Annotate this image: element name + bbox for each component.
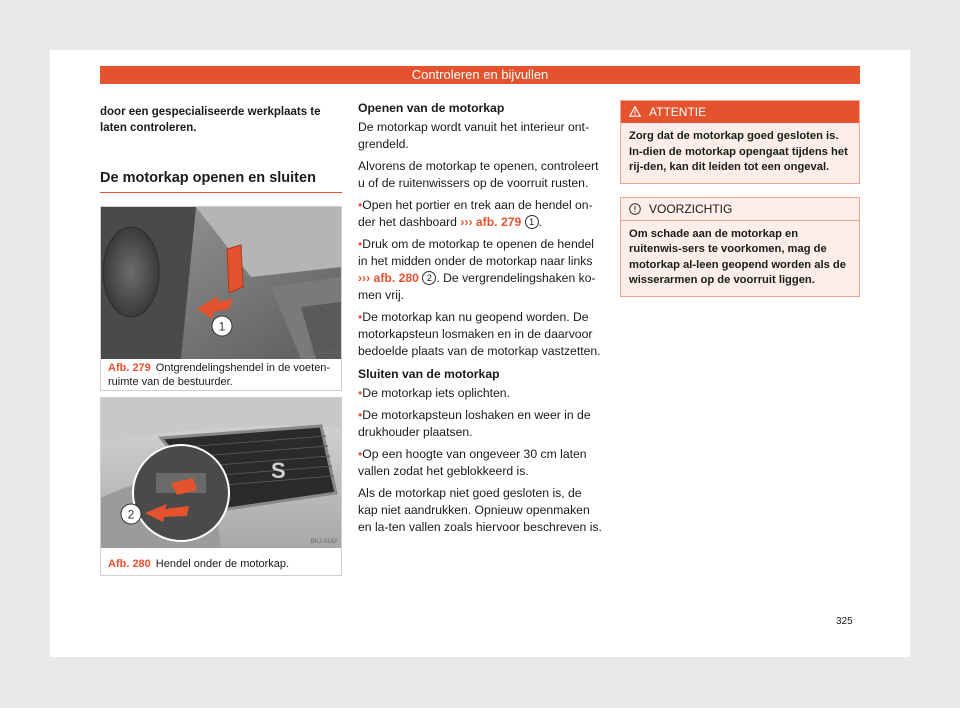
callout-ref: 1	[525, 215, 539, 229]
open-hood-title: Openen van de motorkap	[358, 101, 505, 115]
hood-latch-photo	[101, 398, 341, 548]
figure-caption	[108, 362, 336, 389]
list-item: • De motorkap iets oplichten.	[358, 385, 602, 402]
intro-text: door een gespecialiseerde werkplaats te laten controleren.	[100, 106, 321, 134]
section-title: De motorkap openen en sluiten	[100, 170, 342, 193]
list-item: • Op een hoogte van ongeveer 30 cm laten vallen zodat het geblokkeerd is.	[358, 446, 602, 480]
list-item: • Druk om de motorkap te openen de hendel in het midden onder de motorkap naar links ››› afb. 280 2 . De vergrendelingshaken ko-men vrij.	[358, 236, 602, 304]
list-item: • De motorkap kan nu geopend worden. De motorkapsteun losmaken en in de daarvoor bedoelde plaats van de motorkap vastzetten.	[358, 309, 602, 360]
attention-text: Zorg dat de motorkap goed gesloten is. In-dien de motorkap opengaat tijdens het rij-den, kan dit leiden tot een ongeval.	[629, 130, 848, 173]
figure-279	[100, 206, 342, 391]
callout-ref: 2	[422, 271, 436, 285]
list-item: • Open het portier en trek aan de hendel on-der het dashboard ››› afb. 279 1 .	[358, 197, 602, 231]
attention-header	[621, 101, 859, 123]
figure-280	[100, 397, 342, 576]
caution-header	[621, 198, 859, 221]
figure-label: Afb. 279	[108, 362, 151, 374]
figure-caption-text: Hendel onder de motorkap.	[155, 558, 290, 570]
warning-triangle-icon	[629, 106, 641, 117]
figure-caption-text: Ontgrendelingshendel in de voeten-ruimte van de bestuurder.	[108, 362, 331, 388]
figure-caption	[108, 558, 336, 572]
svg-text:S: S	[271, 458, 286, 483]
attention-box	[620, 100, 860, 184]
paragraph: Als de motorkap niet goed gesloten is, de kap niet aandrukken. Opnieuw openmaken en la-ten vallen zoals hiervoor beschreven is.	[358, 486, 602, 534]
caution-text: Om schade aan de motorkap en ruitenwis-sers te voorkomen, mag de motorkap al-leen geopend worden als de wisserarmen op de voorruit liggen.	[629, 227, 846, 286]
release-lever-photo	[101, 207, 341, 359]
figure-code: BKJ-0162	[310, 539, 337, 545]
callout-2: 2	[127, 507, 135, 522]
figure-code: BKJ-0163	[310, 350, 337, 356]
info-circle-icon	[629, 203, 641, 215]
list-item: • De motorkapsteun loshaken en weer in de drukhouder plaatsen.	[358, 407, 602, 441]
figure-link[interactable]: ››› afb. 279	[460, 215, 522, 229]
callout-1: 1	[218, 319, 226, 334]
figure-label: Afb. 280	[108, 558, 151, 570]
paragraph: Alvorens de motorkap te openen, controleert u of de ruitenwissers op de voorruit rusten.	[358, 159, 599, 190]
page-number: 325	[836, 616, 853, 627]
left-column	[100, 104, 342, 391]
figure-link[interactable]: ››› afb. 280	[358, 271, 419, 285]
attention-title: ATTENTIE	[649, 105, 707, 119]
caution-box	[620, 197, 860, 297]
paragraph: De motorkap wordt vanuit het interieur ont-grendeld.	[358, 120, 589, 151]
chapter-header: Controleren en bijvullen	[100, 66, 860, 84]
caution-title: VOORZICHTIG	[649, 201, 733, 216]
right-column	[620, 100, 860, 310]
middle-column	[358, 100, 602, 541]
close-hood-title: Sluiten van de motorkap	[358, 367, 500, 381]
